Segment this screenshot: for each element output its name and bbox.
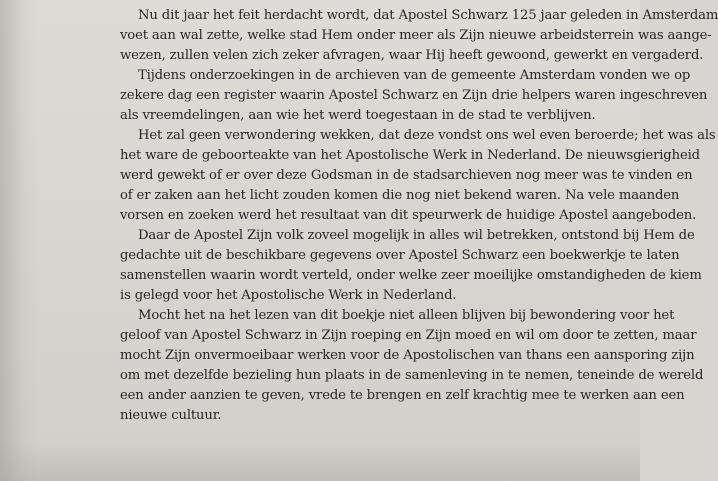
text-line: vorsen en zoeken werd het resultaat van dit speurwerk de huidige Apostel aangeboden. (120, 208, 697, 223)
text-line: om met dezelfde bezieling hun plaats in de samenleving in te nemen, teneinde de wereld (120, 368, 704, 383)
text-line: is gelegd voor het Apostolische Werk in Nederland. (120, 288, 457, 303)
text-line: voet aan wal zette, welke stad Hem onder meer als Zijn nieuwe arbeidsterrein was aange- (120, 28, 712, 43)
paragraph-3 (120, 126, 716, 226)
text-line: gedachte uit de beschikbare gegevens over Apostel Schwarz een boekwerkje te laten (120, 248, 680, 263)
text-line: Daar de Apostel Zijn volk zoveel mogelijk in alles wil betrekken, ontstond bij Hem de (138, 228, 695, 243)
text-line: een ander aanzien te geven, vrede te brengen en zelf krachtig mee te werken aan een (120, 388, 685, 403)
page-gutter-shadow (0, 0, 40, 481)
paragraph-1 (120, 6, 718, 66)
text-line: zekere dag een register waarin Apostel Schwarz en Zijn drie helpers waren ingeschreven (120, 88, 708, 103)
text-line: Het zal geen verwondering wekken, dat deze vondst ons wel even beroerde; het was als (138, 128, 716, 143)
text-line: of er zaken aan het licht zouden komen die nog niet bekend waren. Na vele maanden (120, 188, 680, 203)
text-line: het ware de geboorteakte van het Apostolische Werk in Nederland. De nieuwsgierigheid (120, 148, 700, 163)
text-line: nieuwe cultuur. (120, 408, 222, 423)
text-line: mocht Zijn onvermoeibaar werken voor de Apostolischen van thans een aansporing zijn (120, 348, 695, 363)
text-line: Nu dit jaar het feit herdacht wordt, dat Apostel Schwarz 125 jaar geleden in Amsterdam (138, 8, 718, 23)
page-bottom-shadow (0, 441, 640, 481)
paragraph-4 (120, 226, 702, 306)
text-line: wezen, zullen velen zich zeker afvragen, waar Hij heeft gewoond, gewerkt en vergaderd. (120, 48, 704, 63)
text-line: Mocht het na het lezen van dit boekje niet alleen blijven bij bewondering voor het (138, 308, 675, 323)
text-line: Tijdens onderzoekingen in de archieven van de gemeente Amsterdam vonden we op (138, 68, 691, 83)
text-line: geloof van Apostel Schwarz in Zijn roeping en Zijn moed en wil om door te zetten, maar (120, 328, 697, 343)
text-line: werd gewekt of er over deze Godsman in de stadsarchieven nog meer was te vinden en (120, 168, 693, 183)
paragraph-5 (120, 306, 704, 426)
body-text (120, 6, 718, 426)
text-line: samenstellen waarin wordt verteld, onder welke zeer moeilijke omstandigheden de kiem (120, 268, 702, 283)
paragraph-2 (120, 66, 708, 126)
text-line: als vreemdelingen, aan wie het werd toegestaan in de stad te verblijven. (120, 108, 596, 123)
